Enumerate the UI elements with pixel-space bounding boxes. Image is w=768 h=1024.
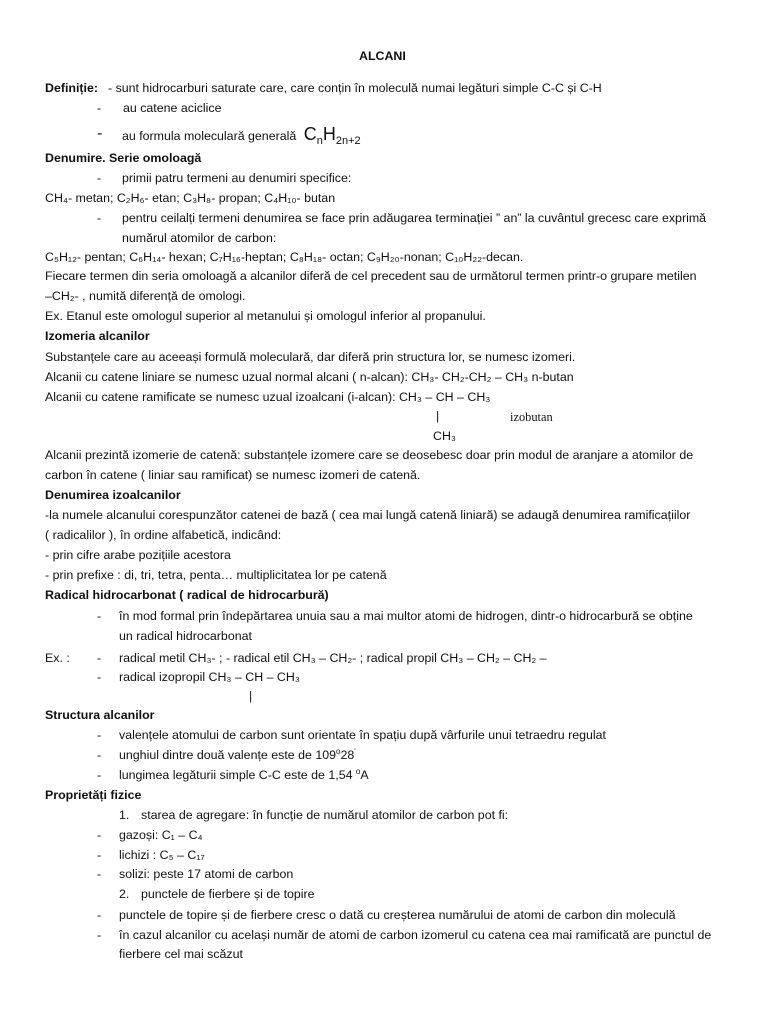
formula-subscript: 2n+2 [335, 135, 361, 147]
state-liquid: lichizi : C₅ – C₁₇ [119, 848, 205, 862]
formula-h: H [322, 124, 336, 144]
list-number-2: 2. [119, 887, 130, 901]
izomeria-paragraph-4b: carbon în catene ( liniar sau ramificat) se numesc izomeri de catenă. [45, 468, 421, 482]
state-gas: gazoși: C₁ – C₄ [119, 828, 203, 842]
structura-bullet-1: valențele atomului de carbon sunt orientate în spațiu după vârfurile unui tetraedru regulat [119, 728, 606, 742]
izoalcani-paragraph-2: - prin cifre arabe pozițiile acestora [45, 548, 231, 562]
radical-example-2: radical izopropil CH₃ – CH – CH₃ [119, 670, 300, 684]
denumire-bullet-2b: numărul atomilor de carbon: [122, 231, 277, 245]
dash: - [97, 908, 102, 922]
dash: - [97, 928, 102, 942]
section-heading-izomeria: Izomeria alcanilor [45, 329, 150, 343]
bond-vertical: | [436, 409, 440, 423]
proprietati-paragraph-2a: în cazul alcanilor cu același număr de atomi de carbon izomerul cu catena cea mai ramificată are punctul de [119, 928, 712, 942]
structura-bullet-2 [119, 747, 356, 763]
proprietati-paragraph-1: punctele de topire și de fierbere cresc o dată cu creșterea numărului de atomi de carbon din moleculă [119, 908, 676, 922]
angstrom-unit: A [360, 768, 369, 782]
radical-example-1: radical metil CH₃- ; - radical etil CH₃ – CH₂- ; radical propil CH₃ – CH₂ – CH₂ – [119, 651, 547, 665]
denumire-example: Ex. Etanul este omologul superior al metanului și omologul inferior al propanului. [45, 309, 486, 323]
section-heading-denumire: Denumire. Serie omoloagă [45, 151, 202, 165]
dash: - [97, 101, 102, 115]
denumire-list-2: C₅H₁₂- pentan; C₆H₁₄- hexan; C₇H₁₆-heptan; C₈H₁₈- octan; C₉H₂₀-nonan; C₁₀H₂₂-decan. [45, 250, 524, 264]
proprietati-paragraph-2b: fierbere cel mai scăzut [119, 947, 243, 961]
dash: - [97, 768, 102, 782]
bond-length-text: lungimea legăturii simple C-C este de 1,54 [119, 768, 356, 782]
izoalcani-paragraph-1a: -la numele alcanului corespunzător catenei de bază ( cea mai lungă catenă liniară) se adaugă denumirea ramificațiilor [45, 508, 691, 522]
section-heading-structura: Structura alcanilor [45, 708, 155, 722]
izoalcani-paragraph-3: - prin prefixe : di, tri, tetra, penta… multiplicitatea lor pe catenă [45, 568, 387, 582]
denumire-paragraph-1b: –CH₂- , numită diferență de omologi. [45, 289, 246, 303]
dash: - [97, 828, 102, 842]
dash: - [97, 211, 102, 225]
dash: - [97, 125, 103, 142]
radical-bullet-1a: în mod formal prin îndepărtarea unuia sau a mai multor atomi de hidrogen, dintr-o hidrocarbură se obține [119, 609, 693, 623]
minute-sign: ' [354, 747, 356, 756]
denumire-paragraph-1a: Fiecare termen din seria omoloagă a alcanilor diferă de cel precedent sau de următorul termen printr-o grupare metilen [45, 269, 697, 283]
izoalcani-paragraph-1b: ( radicalilor ), în ordine alfabetică, indicând: [45, 528, 282, 542]
state-solid: solizi: peste 17 atomi de carbon [119, 867, 294, 881]
dash: - [97, 867, 102, 881]
angle-text: unghiul dintre două valențe este de 109 [119, 748, 337, 762]
bond-vertical: | [249, 689, 253, 703]
izomeria-paragraph-2: Alcanii cu catene liniare se numesc uzual normal alcani ( n-alcan): CH₃- CH₂-CH₂ – CH₃ n-butan [45, 370, 574, 384]
radical-example-label: Ex. : [45, 651, 70, 665]
izobutan-label: izobutan [510, 410, 553, 424]
denumire-bullet-2a: pentru ceilalți termeni denumirea se face prin adăugarea terminației ” an” la cuvântul grecesc care exprimă [122, 211, 707, 225]
methyl-branch: CH₃ [433, 429, 456, 443]
radical-bullet-1b: un radical hidrocarbonat [119, 629, 252, 643]
definition-line-3 [122, 124, 361, 147]
dash: - [97, 609, 102, 623]
definition-line-1: - sunt hidrocarburi saturate care, care conțin în moleculă numai legături simple C-C și C-H [108, 81, 602, 95]
proprietati-subheading-1: starea de agregare: în funcție de numărul atomilor de carbon pot fi: [141, 808, 509, 822]
section-heading-radical: Radical hidrocarbonat ( radical de hidrocarbură) [45, 588, 329, 602]
izomeria-paragraph-4a: Alcanii prezintă izomerie de catenă: substanțele izomere care se deosebesc doar prin modul de aranjare a atomilor de [45, 448, 694, 462]
definition-line-3-text: au formula moleculară generală [122, 129, 297, 143]
proprietati-subheading-2: punctele de fierbere și de topire [141, 887, 315, 901]
general-formula [303, 124, 361, 147]
dash: - [97, 651, 102, 665]
section-heading-izoalcani: Denumirea izoalcanilor [45, 488, 181, 502]
dash: - [97, 748, 102, 762]
izomeria-paragraph-3: Alcanii cu catene ramificate se numesc uzual izoalcani (i-alcan): CH₃ – CH – CH₃ [45, 390, 491, 404]
page-title: ALCANI [359, 49, 406, 63]
definition-line-2: au catene aciclice [123, 101, 222, 115]
dash: - [97, 670, 102, 684]
angstrom-ring: o [355, 767, 361, 776]
formula-c: C [303, 124, 317, 144]
angle-minutes: 28 [340, 748, 355, 762]
dash: - [97, 171, 102, 185]
list-number-1: 1. [119, 808, 130, 822]
dash: - [97, 848, 102, 862]
definition-label: Definiție: [45, 81, 99, 95]
dash: - [97, 728, 102, 742]
structura-bullet-3 [119, 767, 369, 783]
section-heading-proprietati: Proprietăți fizice [45, 788, 142, 802]
formula-n: n [316, 135, 323, 147]
denumire-list-1: CH₄- metan; C₂H₆- etan; C₃H₈- propan; C₄H₁₀- butan [45, 191, 336, 205]
degree-sign: o [336, 747, 341, 756]
denumire-bullet-1: primii patru termeni au denumiri specifice: [122, 171, 352, 185]
izomeria-paragraph-1: Substanțele care au aceeași formulă moleculară, dar diferă prin structura lor, se numesc izomeri. [45, 350, 576, 364]
